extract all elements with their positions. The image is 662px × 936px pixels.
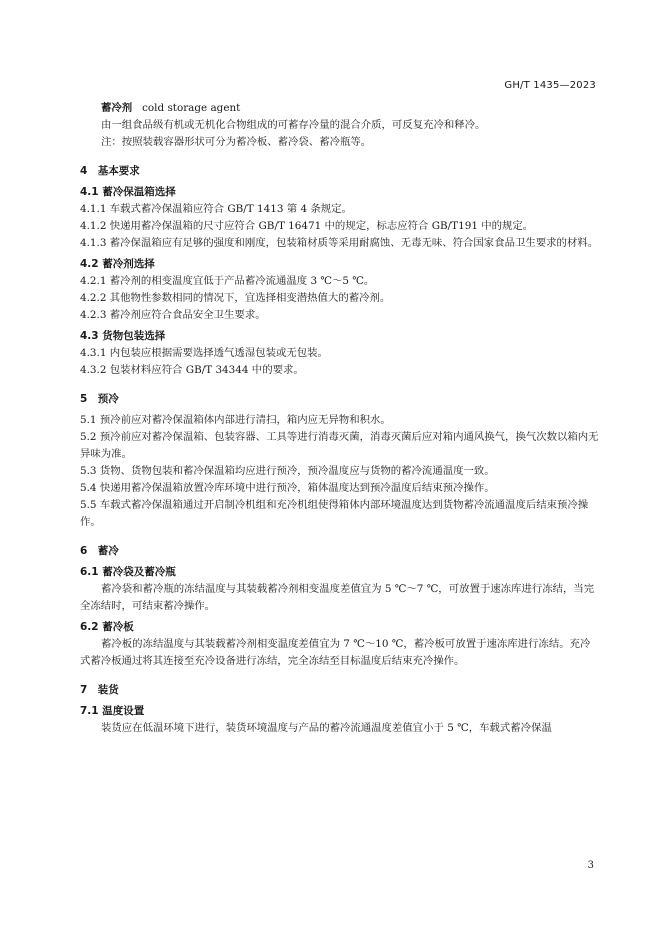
section-4-2-title: 4.2 蓄冷剂选择 — [80, 258, 155, 270]
section-4-3-title: 4.3 货物包装选择 — [80, 330, 166, 342]
clause-6-1-text: 蓄冷袋和蓄冷瓶的冻结温度与其装载蓄冷剂相变温度差值宜为 5 ℃～7 ℃，可放置于速冻库进行冻结，当完全冻结时，可结束蓄冷操作。 — [80, 583, 595, 612]
clause-5-4: 5.4 快递用蓄冷保温箱放置冷库环境中进行预冷，箱体温度达到预冷温度后结束预冷操作。 — [80, 482, 495, 494]
term-definition: 由一组食品级有机或无机化合物组成的可蓄存冷量的混合介质，可反复充冷和释冷。 — [101, 119, 486, 131]
term-name-zh: 蓄冷剂 — [101, 102, 133, 114]
section-7-title: 7 装货 — [80, 684, 119, 696]
clause-4-3-1: 4.3.1 内包装应根据需要选择透气透湿包装或无包装。 — [80, 347, 328, 359]
section-6-1-title: 6.1 蓄冷袋及蓄冷瓶 — [80, 566, 176, 578]
clause-5-5: 5.5 车载式蓄冷保温箱通过开启制冷机组和充冷机组使得箱体内部环境温度达到货物蓄冷流通温度后结束预冷操作。 — [80, 499, 589, 528]
section-7-1-title: 7.1 温度设置 — [80, 705, 145, 717]
section-6-2-title: 6.2 蓄冷板 — [80, 621, 134, 633]
section-4-1-title: 4.1 蓄冷保温箱选择 — [80, 186, 176, 198]
page-number: 3 — [587, 860, 594, 871]
clause-7-1-text: 装货应在低温环境下进行，装货环境温度与产品的蓄冷流通温度差值宜小于 5 ℃，车载式蓄冷保温 — [101, 722, 552, 734]
clause-5-2: 5.2 预冷前应对蓄冷保温箱、包装容器、工具等进行消毒灭菌，消毒灭菌后应对箱内通风换气，换气次数以箱内无异味为准。 — [80, 431, 599, 460]
clause-4-1-3: 4.1.3 蓄冷保温箱应有足够的强度和刚度，包装箱材质等采用耐腐蚀、无毒无味、符合国家食品卫生要求的材料。 — [80, 237, 599, 249]
clause-4-3-2: 4.3.2 包装材料应符合 GB/T 34344 中的要求。 — [80, 364, 304, 376]
clause-4-2-2: 4.2.2 其他物性参数相同的情况下，宜选择相变潜热值大的蓄冷剂。 — [80, 292, 391, 304]
clause-4-1-2: 4.1.2 快递用蓄冷保温箱的尺寸应符合 GB/T 16471 中的规定，标志应符合 GB/T191 中的规定。 — [80, 220, 534, 232]
clause-4-1-1: 4.1.1 车载式蓄冷保温箱应符合 GB/T 1413 第 4 条规定。 — [80, 203, 352, 215]
document-body — [80, 100, 600, 737]
clause-6-2-text: 蓄冷板的冻结温度与其装载蓄冷剂相变温度差值宜为 7 ℃～10 ℃，蓄冷板可放置于速冻库进行冻结。充冷式蓄冷板通过将其连接至充冷设备进行冻结，完全冻结至目标温度后结束充冷操作。 — [80, 638, 591, 667]
section-6-title: 6 蓄冷 — [80, 545, 119, 557]
clause-5-1: 5.1 预冷前应对蓄冷保温箱体内部进行清扫，箱内应无异物和积水。 — [80, 414, 391, 426]
clause-4-2-3: 4.2.3 蓄冷剂应符合食品安全卫生要求。 — [80, 309, 266, 321]
clause-4-2-1: 4.2.1 蓄冷剂的相变温度宜低于产品蓄冷流通温度 3 ℃～5 ℃。 — [80, 275, 375, 287]
clause-5-3: 5.3 货物、货物包装和蓄冷保温箱均应进行预冷，预冷温度应与货物的蓄冷流通温度一致。 — [80, 465, 495, 477]
term-name-en: cold storage agent — [142, 102, 241, 114]
term-note: 注：按照装载容器形状可分为蓄冷板、蓄冷袋、蓄冷瓶等。 — [101, 136, 372, 148]
section-4-title: 4 基本要求 — [80, 165, 140, 177]
section-5-title: 5 预冷 — [80, 393, 119, 405]
term-heading — [80, 100, 600, 117]
document-id-header: GH/T 1435—2023 — [504, 80, 596, 91]
